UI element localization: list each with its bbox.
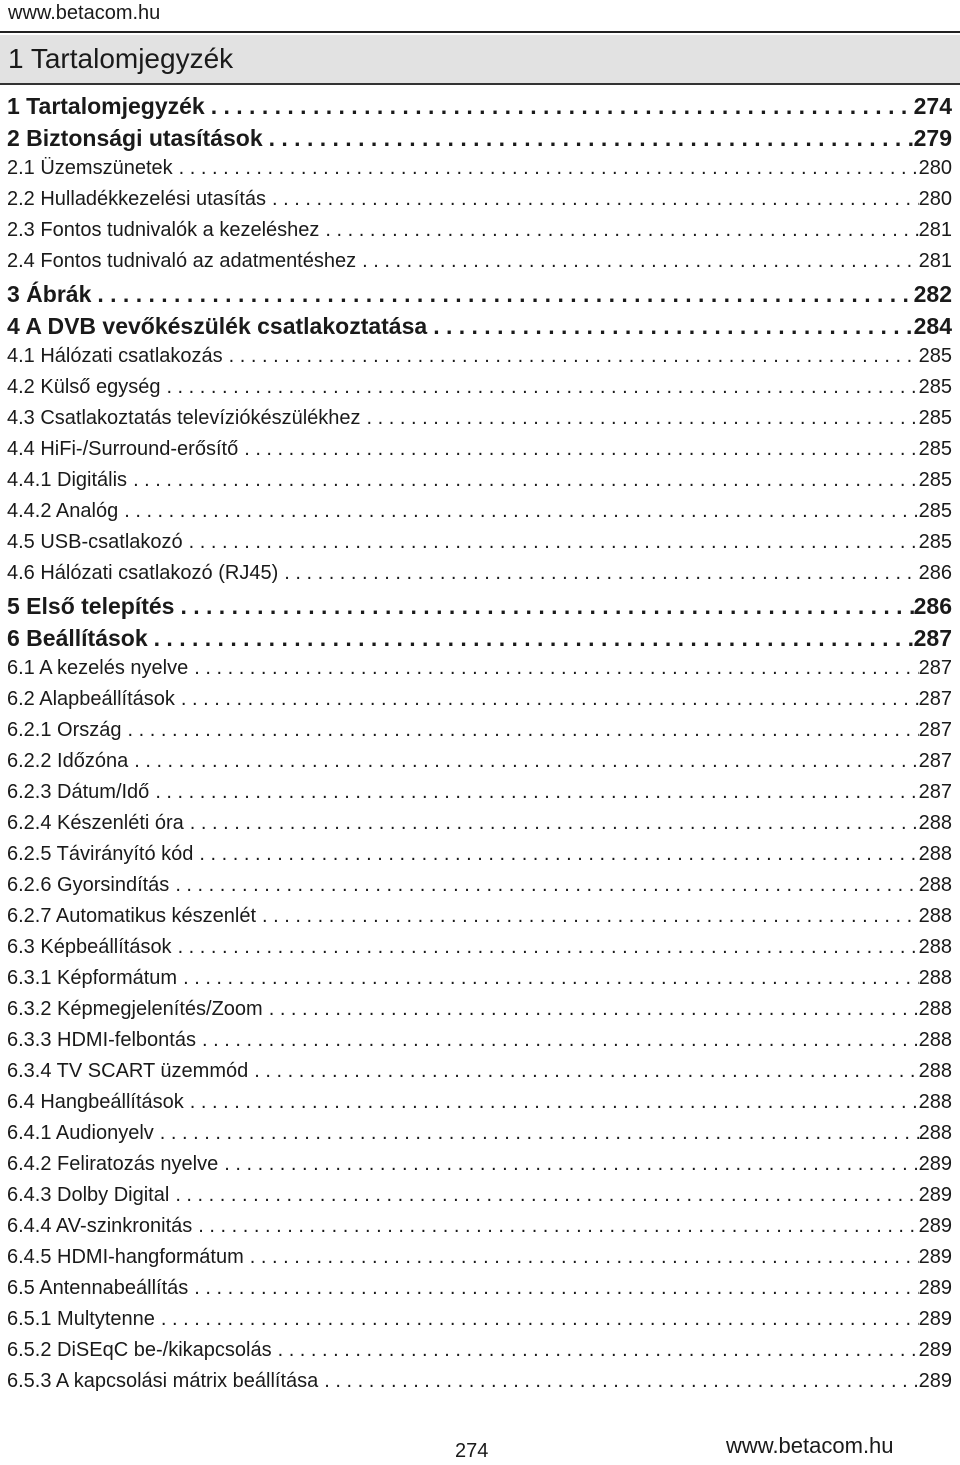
dot-leader <box>180 593 913 620</box>
toc-entry[interactable] <box>7 1215 952 1246</box>
dot-leader <box>183 967 919 990</box>
toc-entry-page: 282 <box>913 281 952 307</box>
toc-entry-page: 274 <box>913 93 952 119</box>
dot-leader <box>250 1246 919 1269</box>
dot-leader <box>175 874 918 897</box>
toc-entry-page: 288 <box>918 1122 952 1144</box>
toc-entry[interactable] <box>7 688 952 719</box>
toc-entry[interactable] <box>7 531 952 562</box>
toc-entry[interactable] <box>7 1370 952 1401</box>
dot-leader <box>160 1122 919 1145</box>
toc-entry-page: 281 <box>918 250 952 272</box>
toc-entry-title: 6.1 A kezelés nyelve <box>7 657 189 679</box>
toc-entry-page: 280 <box>918 188 952 210</box>
dot-leader <box>178 936 919 959</box>
toc-entry-page: 285 <box>918 345 952 367</box>
toc-entry[interactable] <box>7 1184 952 1215</box>
toc-entry-title: 4.4.2 Analóg <box>7 500 119 522</box>
toc-entry-title: 6.2.7 Automatikus készenlét <box>7 905 257 927</box>
toc-entry-title: 4.1 Hálózati csatlakozás <box>7 345 223 367</box>
dot-leader <box>154 625 914 652</box>
toc-entry-page: 285 <box>918 500 952 522</box>
toc-entry-page: 289 <box>918 1308 952 1330</box>
toc-entry-page: 288 <box>918 998 952 1020</box>
toc-entry-title: 4 A DVB vevőkészülék csatlakoztatása <box>7 313 428 339</box>
toc-entry-page: 287 <box>918 657 952 679</box>
dot-leader <box>211 93 914 120</box>
toc-entry[interactable] <box>7 719 952 750</box>
toc-entry-page: 288 <box>918 936 952 958</box>
toc-entry[interactable] <box>7 750 952 781</box>
toc-entry-title: 6.2.3 Dátum/Idő <box>7 781 150 803</box>
header-divider <box>0 31 960 33</box>
toc-entry[interactable] <box>7 157 952 188</box>
toc-entry-title: 6.4.5 HDMI-hangformátum <box>7 1246 244 1268</box>
toc-entry-title: 6.4.2 Feliratozás nyelve <box>7 1153 219 1175</box>
toc-entry[interactable] <box>7 657 952 688</box>
dot-leader <box>190 812 919 835</box>
toc-entry-page: 284 <box>913 313 952 339</box>
dot-leader <box>324 1370 918 1393</box>
toc-entry-page: 289 <box>918 1215 952 1237</box>
toc-entry-page: 285 <box>918 438 952 460</box>
toc-entry-title: 6.5.1 Multytenne <box>7 1308 155 1330</box>
toc-entry[interactable] <box>7 281 952 313</box>
dot-leader <box>433 313 913 340</box>
toc-entry-title: 2.4 Fontos tudnivaló az adatmentéshez <box>7 250 357 272</box>
dot-leader <box>262 905 919 928</box>
toc-entry-page: 289 <box>918 1153 952 1175</box>
toc-entry[interactable] <box>7 843 952 874</box>
dot-leader <box>134 750 918 773</box>
footer-page-number: 274 <box>455 1440 489 1462</box>
toc-entry[interactable] <box>7 438 952 469</box>
toc-entry-title: 6.3.1 Képformátum <box>7 967 178 989</box>
toc-entry-title: 6.2.4 Készenléti óra <box>7 812 184 834</box>
dot-leader <box>199 843 918 866</box>
toc-entry-title: 4.6 Hálózati csatlakozó (RJ45) <box>7 562 279 584</box>
toc-entry[interactable] <box>7 1091 952 1122</box>
toc-entry-title: 5 Első telepítés <box>7 593 175 619</box>
dot-leader <box>161 1308 919 1331</box>
toc-entry-title: 6.3.3 HDMI-felbontás <box>7 1029 196 1051</box>
toc-entry[interactable] <box>7 93 952 125</box>
toc-entry-page: 281 <box>918 219 952 241</box>
toc-entry-page: 289 <box>918 1184 952 1206</box>
dot-leader <box>198 1215 918 1238</box>
toc-entry-title: 6.5.2 DiSEqC be-/kikapcsolás <box>7 1339 272 1361</box>
toc-entry[interactable] <box>7 1122 952 1153</box>
toc-entry-title: 6.3 Képbeállítások <box>7 936 172 958</box>
dot-leader <box>190 1091 919 1114</box>
dot-leader <box>155 781 918 804</box>
toc-entry[interactable] <box>7 313 952 345</box>
toc-entry-page: 288 <box>918 843 952 865</box>
toc-entry-title: 2.3 Fontos tudnivalók a kezeléshez <box>7 219 320 241</box>
toc-entry-title: 6.5 Antennabeállítás <box>7 1277 189 1299</box>
toc-entry[interactable] <box>7 407 952 438</box>
dot-leader <box>166 376 918 399</box>
toc-entry-page: 289 <box>918 1339 952 1361</box>
dot-leader <box>367 407 919 430</box>
dot-leader <box>189 531 919 554</box>
toc-entry[interactable] <box>7 1060 952 1091</box>
dot-leader <box>325 219 918 242</box>
dot-leader <box>128 719 919 742</box>
toc-entry[interactable] <box>7 998 952 1029</box>
toc-entry[interactable] <box>7 562 952 593</box>
toc-entry[interactable] <box>7 593 952 625</box>
toc-entry-title: 6.2.5 Távirányító kód <box>7 843 194 865</box>
toc-entry[interactable] <box>7 905 952 936</box>
toc-entry-page: 287 <box>918 781 952 803</box>
dot-leader <box>269 998 919 1021</box>
footer-url: www.betacom.hu <box>726 1433 894 1458</box>
toc-entry-page: 287 <box>918 688 952 710</box>
toc-entry-title: 1 Tartalomjegyzék <box>7 93 205 119</box>
toc-entry-page: 288 <box>918 1060 952 1082</box>
toc-entry-page: 285 <box>918 376 952 398</box>
toc-entry-page: 288 <box>918 812 952 834</box>
toc-entry-title: 6 Beállítások <box>7 625 148 651</box>
toc-entry-title: 6.3.4 TV SCART üzemmód <box>7 1060 249 1082</box>
toc-entry-title: 6.4.4 AV-szinkronitás <box>7 1215 193 1237</box>
dot-leader <box>224 1153 918 1176</box>
toc-entry-title: 6.2 Alapbeállítások <box>7 688 175 710</box>
toc-entry-page: 288 <box>918 967 952 989</box>
dot-leader <box>362 250 919 273</box>
toc-entry-title: 4.2 Külső egység <box>7 376 161 398</box>
toc-entry-page: 279 <box>913 125 952 151</box>
toc-entry-page: 288 <box>918 905 952 927</box>
toc-entry-title: 2.1 Üzemszünetek <box>7 157 173 179</box>
toc-entry-title: 6.5.3 A kapcsolási mátrix beállítása <box>7 1370 319 1392</box>
table-of-contents <box>7 93 952 1401</box>
toc-entry[interactable] <box>7 781 952 812</box>
dot-leader <box>229 345 919 368</box>
toc-entry-page: 289 <box>918 1277 952 1299</box>
toc-entry-title: 6.4 Hangbeállítások <box>7 1091 184 1113</box>
dot-leader <box>202 1029 919 1052</box>
toc-entry-title: 4.4 HiFi-/Surround-erősítő <box>7 438 239 460</box>
toc-entry-title: 3 Ábrák <box>7 281 92 307</box>
dot-leader <box>175 1184 918 1207</box>
toc-entry-title: 6.3.2 Képmegjelenítés/Zoom <box>7 998 263 1020</box>
toc-entry[interactable] <box>7 469 952 500</box>
toc-entry-title: 6.4.3 Dolby Digital <box>7 1184 170 1206</box>
toc-entry-page: 286 <box>913 593 952 619</box>
dot-leader <box>194 657 918 680</box>
toc-entry-page: 285 <box>918 531 952 553</box>
toc-entry-page: 285 <box>918 469 952 491</box>
toc-entry-title: 6.2.2 Időzóna <box>7 750 129 772</box>
toc-entry-page: 289 <box>918 1246 952 1268</box>
dot-leader <box>97 281 913 308</box>
toc-entry-title: 6.2.6 Gyorsindítás <box>7 874 170 896</box>
header-url: www.betacom.hu <box>8 2 161 24</box>
toc-entry-page: 287 <box>913 625 952 651</box>
toc-entry-page: 289 <box>918 1370 952 1392</box>
toc-entry-page: 286 <box>918 562 952 584</box>
toc-entry[interactable] <box>7 936 952 967</box>
toc-entry[interactable] <box>7 1153 952 1184</box>
toc-entry[interactable] <box>7 250 952 281</box>
toc-entry[interactable] <box>7 967 952 998</box>
dot-leader <box>278 1339 919 1362</box>
toc-entry-page: 285 <box>918 407 952 429</box>
toc-entry-page: 288 <box>918 1029 952 1051</box>
toc-entry-title: 6.2.1 Ország <box>7 719 122 741</box>
toc-entry[interactable] <box>7 1246 952 1277</box>
dot-leader <box>124 500 918 523</box>
dot-leader <box>133 469 919 492</box>
toc-entry[interactable] <box>7 812 952 843</box>
toc-entry-title: 6.4.1 Audionyelv <box>7 1122 154 1144</box>
dot-leader <box>179 157 919 180</box>
toc-entry[interactable] <box>7 1339 952 1370</box>
toc-entry[interactable] <box>7 874 952 905</box>
toc-entry[interactable] <box>7 500 952 531</box>
toc-entry[interactable] <box>7 219 952 250</box>
toc-entry-page: 280 <box>918 157 952 179</box>
dot-leader <box>194 1277 918 1300</box>
dot-leader <box>181 688 919 711</box>
toc-entry-title: 4.3 Csatlakoztatás televíziókészülékhez <box>7 407 361 429</box>
toc-entry-title: 4.5 USB-csatlakozó <box>7 531 183 553</box>
dot-leader <box>244 438 918 461</box>
toc-entry-title: 4.4.1 Digitális <box>7 469 128 491</box>
toc-entry-title: 2.2 Hulladékkezelési utasítás <box>7 188 267 210</box>
page-title: 1 Tartalomjegyzék <box>8 43 234 74</box>
dot-leader <box>272 188 919 211</box>
dot-leader <box>284 562 918 585</box>
toc-entry[interactable] <box>7 376 952 407</box>
toc-entry[interactable] <box>7 125 952 157</box>
dot-leader <box>254 1060 918 1083</box>
dot-leader <box>269 125 914 152</box>
toc-entry[interactable] <box>7 188 952 219</box>
toc-entry-page: 288 <box>918 1091 952 1113</box>
toc-entry-page: 287 <box>918 750 952 772</box>
toc-entry[interactable] <box>7 345 952 376</box>
toc-entry-page: 288 <box>918 874 952 896</box>
toc-entry[interactable] <box>7 1029 952 1060</box>
toc-entry[interactable] <box>7 1277 952 1308</box>
toc-entry[interactable] <box>7 1308 952 1339</box>
toc-entry-page: 287 <box>918 719 952 741</box>
toc-entry[interactable] <box>7 625 952 657</box>
toc-entry-title: 2 Biztonsági utasítások <box>7 125 263 151</box>
